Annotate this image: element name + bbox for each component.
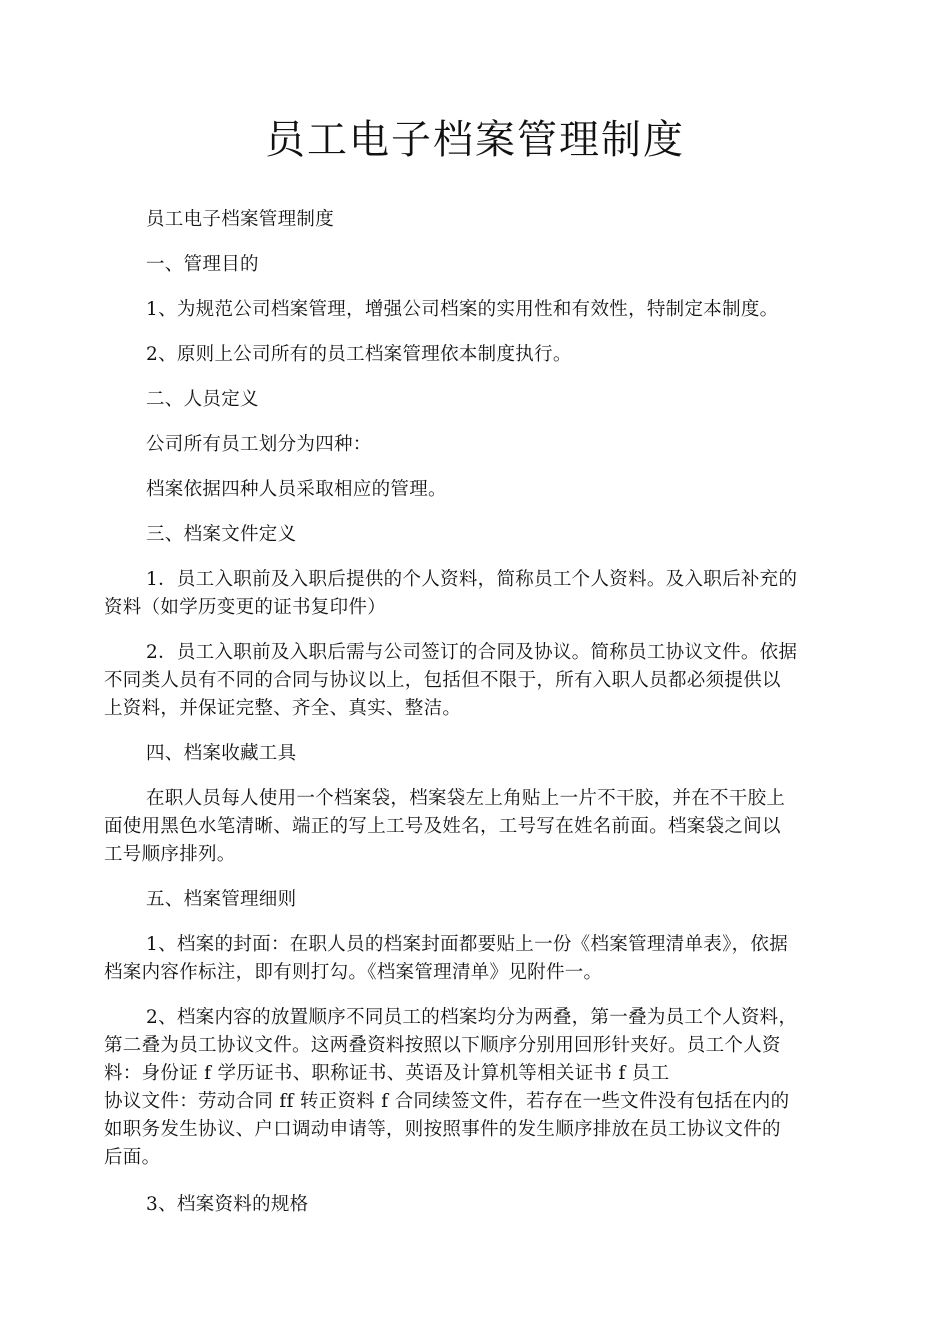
paragraph-line: 后面。 xyxy=(104,1147,161,1168)
paragraph: 2、原则上公司所有的员工档案管理依本制度执行。 xyxy=(146,344,572,365)
paragraph xyxy=(104,785,844,869)
paragraph-subtitle: 员工电子档案管理制度 xyxy=(146,209,335,230)
paragraph: 1、为规范公司档案管理，增强公司档案的实用性和有效性，特制定本制度。 xyxy=(146,299,779,320)
paragraph-line: 1．员工入职前及入职后提供的个人资料，简称员工个人资料。及入职后补充的 xyxy=(146,569,798,590)
paragraph xyxy=(104,1004,844,1172)
paragraph-line: 工号顺序排列。 xyxy=(104,844,236,865)
section-heading-management-rules: 五、档案管理细则 xyxy=(146,889,297,910)
paragraph: 公司所有员工划分为四种： xyxy=(146,434,372,455)
paragraph-line: 2．员工入职前及入职后需与公司签订的合同及协议。简称员工协议文件。依据 xyxy=(146,642,798,663)
paragraph xyxy=(104,639,844,723)
paragraph: 3、档案资料的规格 xyxy=(146,1194,309,1215)
paragraph-line: 资料（如学历变更的证书复印件） xyxy=(104,597,387,618)
paragraph: 档案依据四种人员采取相应的管理。 xyxy=(146,479,447,500)
section-heading-storage-tools: 四、档案收藏工具 xyxy=(146,743,297,764)
paragraph-line: 1、档案的封面：在职人员的档案封面都要贴上一份《档案管理清单表》，依据 xyxy=(146,934,789,955)
paragraph-line: 上资料，并保证完整、齐全、真实、整洁。 xyxy=(104,698,462,719)
paragraph-line: 协议文件：劳动合同 ff 转正资料 f 合同续签文件，若存在一些文件没有包括在内的 xyxy=(104,1091,790,1112)
paragraph-line: 面使用黑色水笔清晰、端正的写上工号及姓名，工号写在姓名前面。档案袋之间以 xyxy=(104,816,781,837)
paragraph-line: 如职务发生协议、户口调动申请等，则按照事件的发生顺序排放在员工协议文件的 xyxy=(104,1119,781,1140)
section-heading-file-definition: 三、档案文件定义 xyxy=(146,524,297,545)
paragraph-line: 档案内容作标注，即有则打勾。《档案管理清单》见附件一。 xyxy=(104,962,603,983)
paragraph-line: 第二叠为员工协议文件。这两叠资料按照以下顺序分别用回形针夹好。员工个人资 xyxy=(104,1035,781,1056)
paragraph-line: 2、档案内容的放置顺序不同员工的档案均分为两叠，第一叠为员工个人资料， xyxy=(146,1007,798,1028)
document-title: 员工电子档案管理制度 xyxy=(265,117,685,163)
section-heading-personnel: 二、人员定义 xyxy=(146,389,259,410)
paragraph xyxy=(104,566,844,622)
section-heading-purpose: 一、管理目的 xyxy=(146,254,259,275)
paragraph-line: 在职人员每人使用一个档案袋，档案袋左上角贴上一片不干胶，并在不干胶上 xyxy=(146,788,786,809)
document-body xyxy=(104,206,844,1219)
paragraph xyxy=(104,931,844,987)
paragraph-line: 料：身份证 f 学历证书、职称证书、英语及计算机等相关证书 f 员工 xyxy=(104,1063,670,1084)
paragraph-line: 不同类人员有不同的合同与协议以上，包括但不限于，所有入职人员都必须提供以 xyxy=(104,670,781,691)
